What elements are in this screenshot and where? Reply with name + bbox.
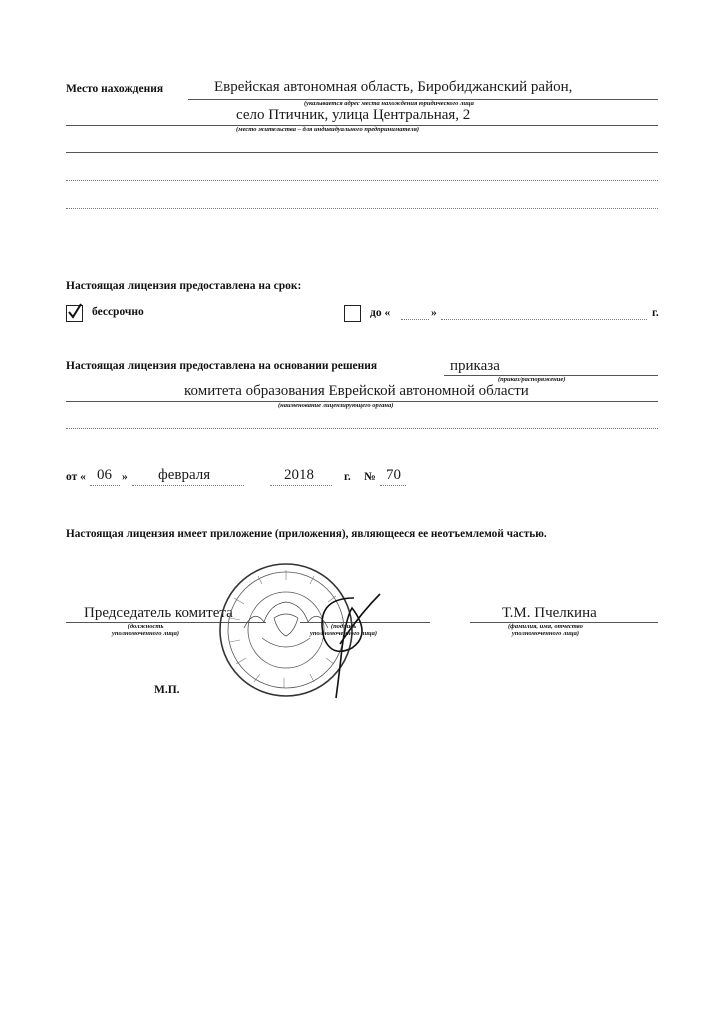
year-label: г. bbox=[344, 471, 351, 483]
from-label: от « bbox=[66, 471, 86, 483]
blank-line-4 bbox=[66, 428, 658, 429]
decision-year: 2018 bbox=[284, 467, 314, 483]
day-line bbox=[90, 485, 120, 486]
blank-line-1 bbox=[66, 152, 658, 153]
location-address-line1: Еврейская автономная область, Биробиджанский район, bbox=[214, 79, 573, 95]
indefinite-checkbox[interactable] bbox=[66, 305, 83, 322]
appendix-text: Настоящая лицензия имеет приложение (приложения), являющееся ее неотъемлемой частью. bbox=[66, 528, 547, 540]
position-note: (должность уполномоченного лица) bbox=[112, 623, 180, 637]
day-close-quote: » bbox=[122, 471, 128, 483]
decision-type-note: (приказ/распоряжение) bbox=[498, 376, 566, 383]
stamp-place-label: М.П. bbox=[154, 684, 180, 696]
official-seal-icon bbox=[214, 558, 414, 708]
until-date-line bbox=[441, 319, 647, 320]
until-close-quote: » bbox=[431, 307, 437, 319]
term-label: Настоящая лицензия предоставлена на срок: bbox=[66, 280, 302, 292]
decision-day: 06 bbox=[97, 467, 112, 483]
location-note-2: (место жительства – для индивидуального предпринимателя) bbox=[236, 126, 420, 133]
location-address-line2: село Птичник, улица Центральная, 2 bbox=[236, 107, 471, 123]
signatory-position: Председатель комитета bbox=[84, 605, 233, 621]
month-line bbox=[132, 485, 244, 486]
blank-line-3 bbox=[66, 208, 658, 209]
decision-month: февраля bbox=[158, 467, 211, 483]
decision-type: приказа bbox=[450, 358, 500, 374]
indefinite-label: бессрочно bbox=[92, 306, 144, 318]
location-note-1: (указывается адрес места нахождения юридического лица bbox=[304, 100, 474, 107]
until-label: до « bbox=[370, 307, 391, 319]
location-label: Место нахождения bbox=[66, 83, 164, 95]
number-line bbox=[380, 485, 406, 486]
authority-name: комитета образования Еврейской автономной области bbox=[184, 383, 529, 399]
checkmark-icon bbox=[66, 303, 83, 320]
until-checkbox[interactable] bbox=[344, 305, 361, 322]
blank-line-2 bbox=[66, 180, 658, 181]
signatory-name: Т.М. Пчелкина bbox=[502, 605, 597, 621]
signature-note: (подпись уполномоченного лица) bbox=[310, 623, 378, 637]
until-year-suffix: г. bbox=[652, 307, 659, 319]
year-line bbox=[270, 485, 332, 486]
authority-note: (наименование лицензирующего органа) bbox=[278, 402, 394, 409]
number-label: № bbox=[364, 471, 376, 483]
until-day-line bbox=[401, 319, 429, 320]
decision-number: 70 bbox=[386, 467, 401, 483]
basis-label: Настоящая лицензия предоставлена на основании решения bbox=[66, 360, 378, 372]
name-note: (фамилия, имя, отчество уполномоченного лица) bbox=[508, 623, 583, 637]
